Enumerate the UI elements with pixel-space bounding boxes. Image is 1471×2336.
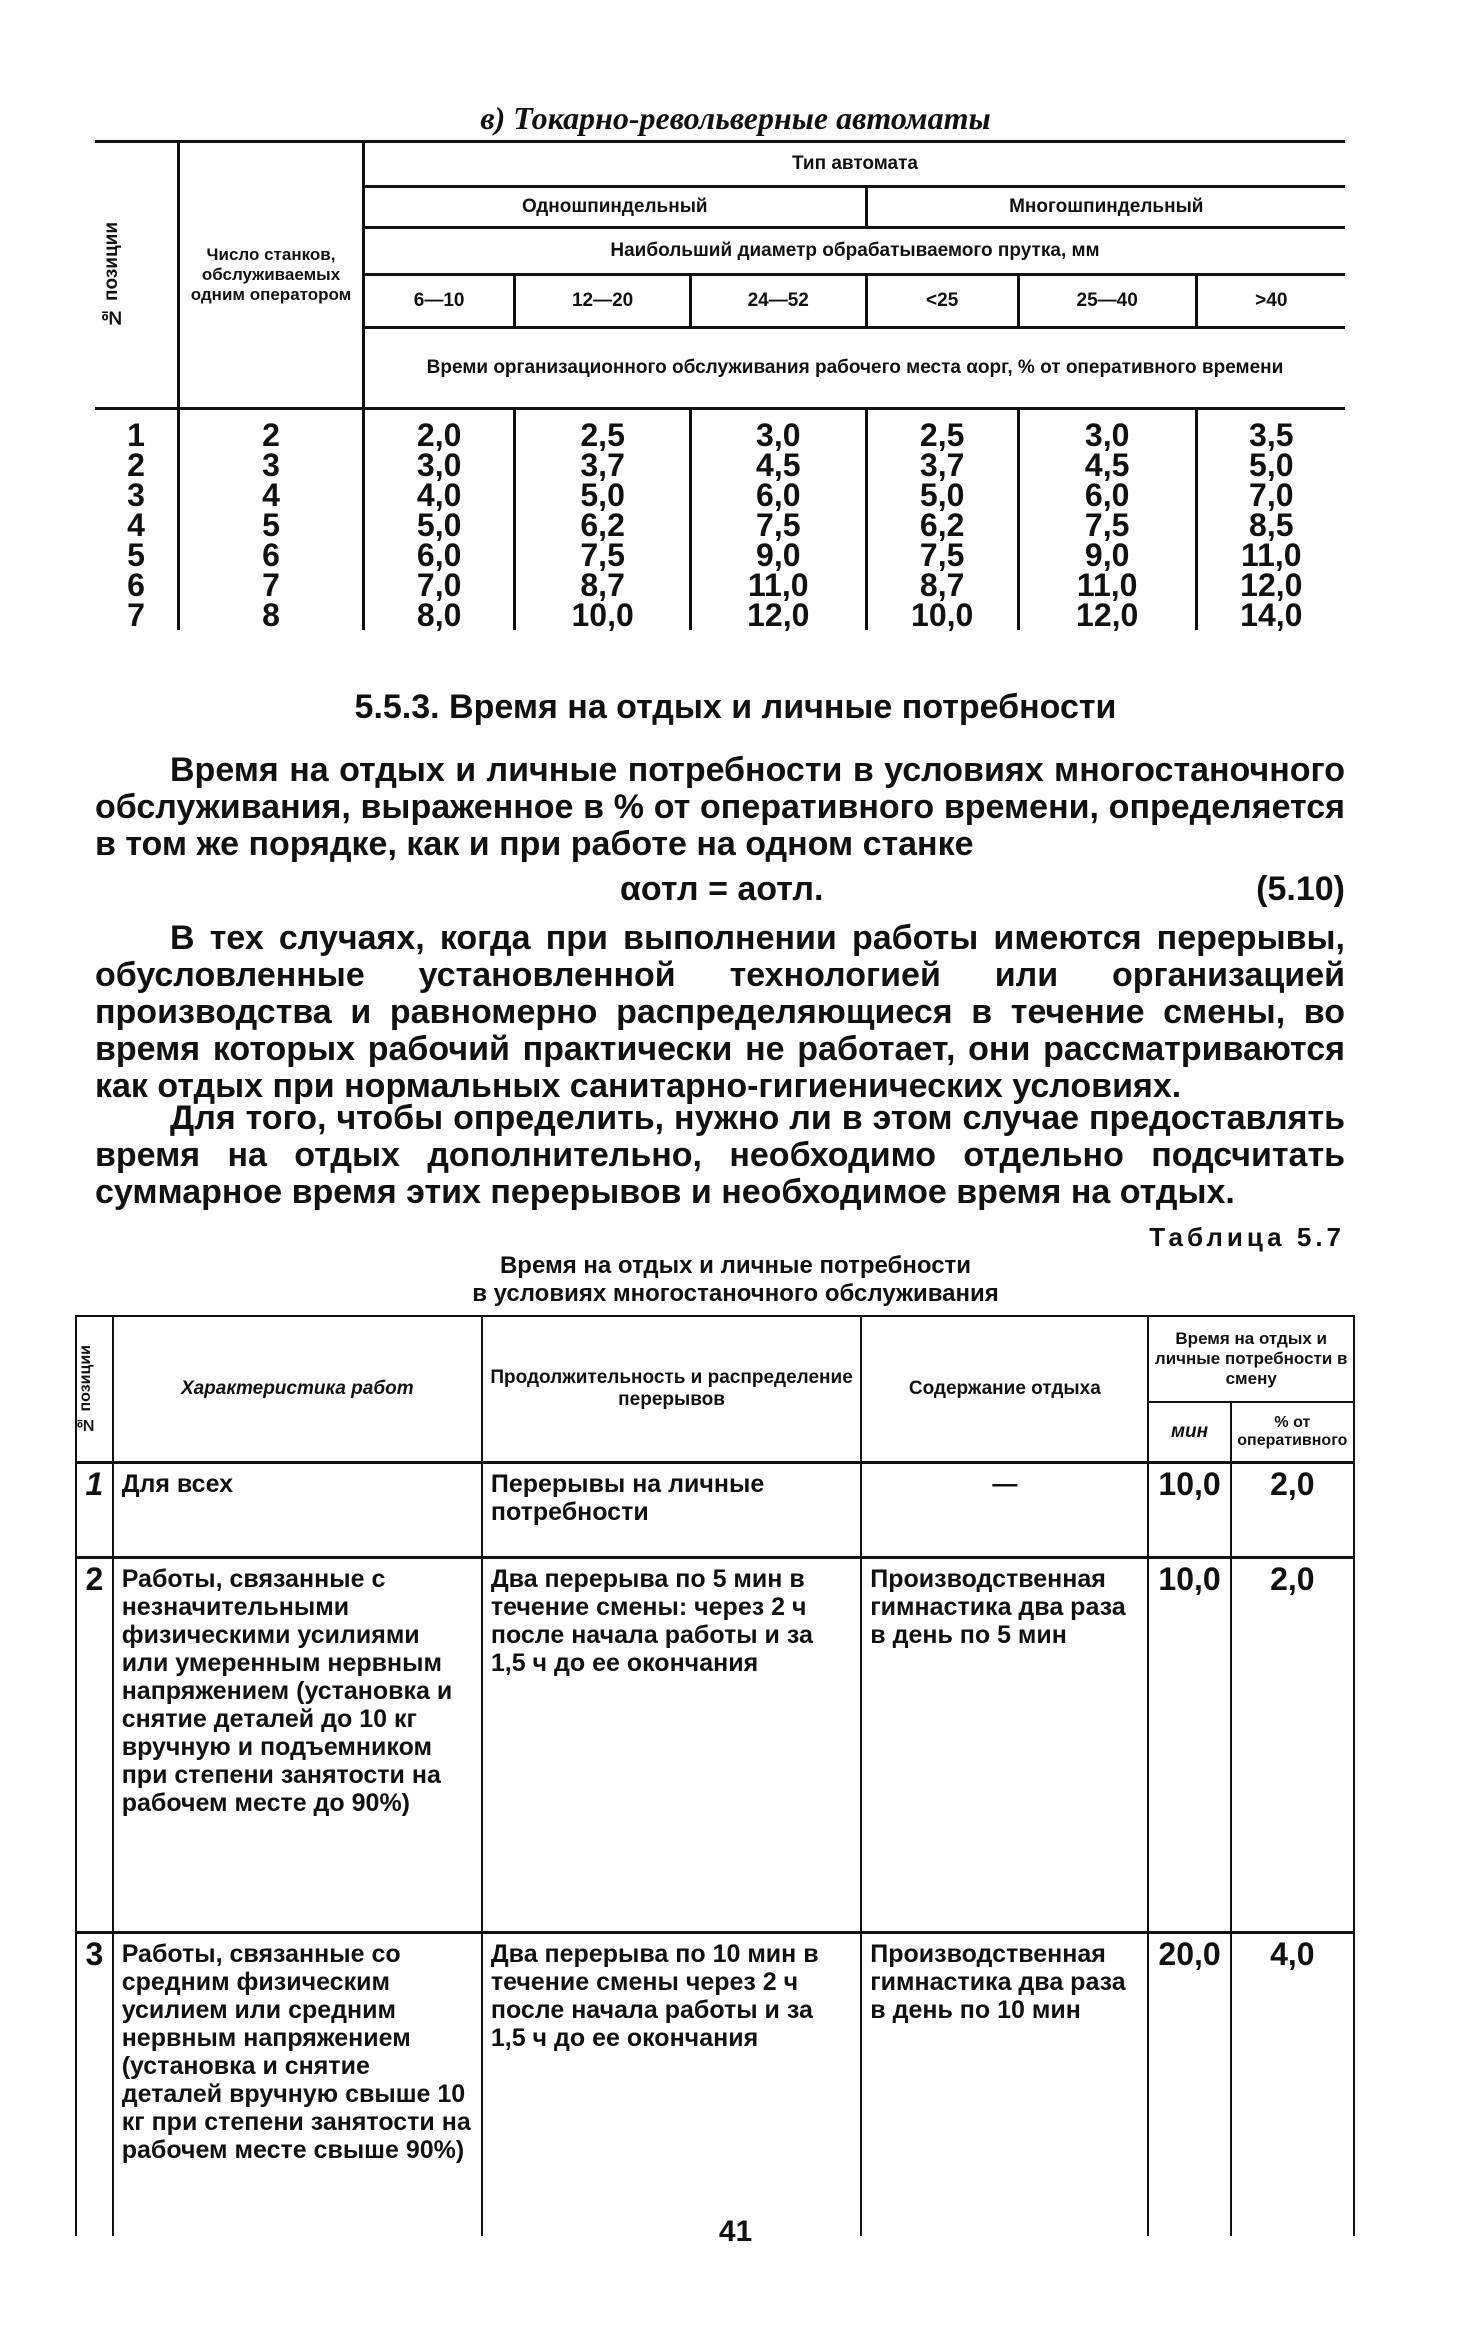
table-title-2: в условиях многостаночного обслуживания: [472, 1280, 999, 1307]
values-col-5: 3,0 4,5 6,0 7,5 9,0 11,0 12,0: [1018, 409, 1196, 631]
formula-number: (5.10): [1256, 870, 1345, 908]
table-rest-time: [75, 1315, 1355, 2236]
col-position-header: № позиции: [95, 142, 179, 409]
values-col-2: 2,5 3,7 5,0 6,2 7,5 8,7 10,0: [515, 409, 691, 631]
formula: αотл = aотл.: [620, 870, 824, 908]
table-row: 3 Работы, связанные со средним физическим усилием или средним нервным напряжением (установка и снятие деталей вручную свыше 10 кг при степени занятости на рабочем месте свыше 90%) Два перерыва по 10 мин в течение смены через 2 ч после начала работы и за 1,5 ч до ее окончания Производственная гимнастика два раза в день по 10 мин 20,0 4,0: [76, 1933, 1354, 2237]
paragraph-3: Для того, чтобы определить, нужно ли в этом случае предоставлять время на отдых дополнительно, необходимо отдельно подсчитать суммарное время этих перерывов и необходимое время на отдых.: [95, 1099, 1345, 1211]
t2-content-header: Содержание отдыха: [861, 1316, 1148, 1463]
t2-time-header: Время на отдых и личные потребности в смену: [1148, 1316, 1354, 1402]
type-header: Тип автомата: [364, 142, 1346, 187]
t2-pos-header: № позиции: [76, 1316, 113, 1463]
single-spindle-header: Одношпиндельный: [364, 187, 867, 228]
paragraph-1: Время на отдых и личные потребности в условиях многостаночного обслуживания, выраженное в % от оперативного времени, определяется в том же порядке, как и при работе на одном станке: [95, 751, 1345, 863]
t2-pct-header: % от оперативного: [1231, 1402, 1354, 1463]
range-3: 24—52: [690, 275, 866, 328]
table-lathe-automats: [95, 140, 1345, 633]
paragraph-2: В тех случаях, когда при выполнении работы имеются перерывы, обусловленные установленной технологией или организацией производства и равномерно распределяющиеся в течение смены, во время которых рабочий практически не работает, они рассматриваются как отдых при нормальных санитарно-гигиенических условиях.: [95, 919, 1345, 1105]
values-col-4: 2,5 3,7 5,0 6,2 7,5 8,7 10,0: [866, 409, 1018, 631]
table-row: 1 Для всех Перерывы на личные потребности — 10,0 2,0: [76, 1463, 1354, 1558]
t2-dur-header: Продолжительность и распределение перерывов: [482, 1316, 861, 1463]
range-1: 6—10: [364, 275, 515, 328]
multi-spindle-header: Многошпиндельный: [866, 187, 1345, 228]
diameter-header: Наибольший диаметр обрабатываемого прутка, мм: [364, 228, 1346, 275]
table-row: 2 Работы, связанные с незначительными физическими усилиями или умеренным нервным напряжением (установка и снятие деталей до 10 кг вручную и подъемником при степени занятости на рабочем месте до 90%) Два перерыва по 5 мин в течение смены: через 2 ч после начала работы и за 1,5 ч до ее окончания Производственная гимнастика два раза в день по 5 мин 10,0 2,0: [76, 1558, 1354, 1933]
range-2: 12—20: [515, 275, 691, 328]
machines-col: 2 3 4 5 6 7 8: [179, 409, 364, 631]
range-4: <25: [866, 275, 1018, 328]
range-5: 25—40: [1018, 275, 1196, 328]
table-title-1: Время на отдых и личные потребности: [499, 1252, 972, 1279]
col-machines-header: Число станков, обслуживаемых одним оператором: [179, 142, 364, 409]
values-col-1: 2,0 3,0 4,0 5,0 6,0 7,0 8,0: [416, 417, 462, 633]
positions-col: 1 2 3 4 5 6 7: [95, 409, 179, 631]
values-col-3: 3,0 4,5 6,0 7,5 9,0 11,0 12,0: [690, 409, 866, 631]
section-heading: 5.5.3. Время на отдых и личные потребности: [354, 688, 1117, 726]
page-number: 41: [718, 2215, 753, 2248]
table-caption-top: в) Токарно-револьверные автоматы: [480, 100, 991, 136]
time-label: Времи организационного обслуживания рабочего места αорг, % от оперативного времени: [364, 328, 1346, 409]
range-6: >40: [1196, 275, 1345, 328]
t2-min-header: мин: [1148, 1402, 1230, 1463]
values-col-6: 3,5 5,0 7,0 8,5 11,0 12,0 14,0: [1196, 409, 1345, 631]
table-label: Таблица 5.7: [1149, 1222, 1345, 1252]
t2-char-header: Характеристика работ: [113, 1316, 482, 1463]
